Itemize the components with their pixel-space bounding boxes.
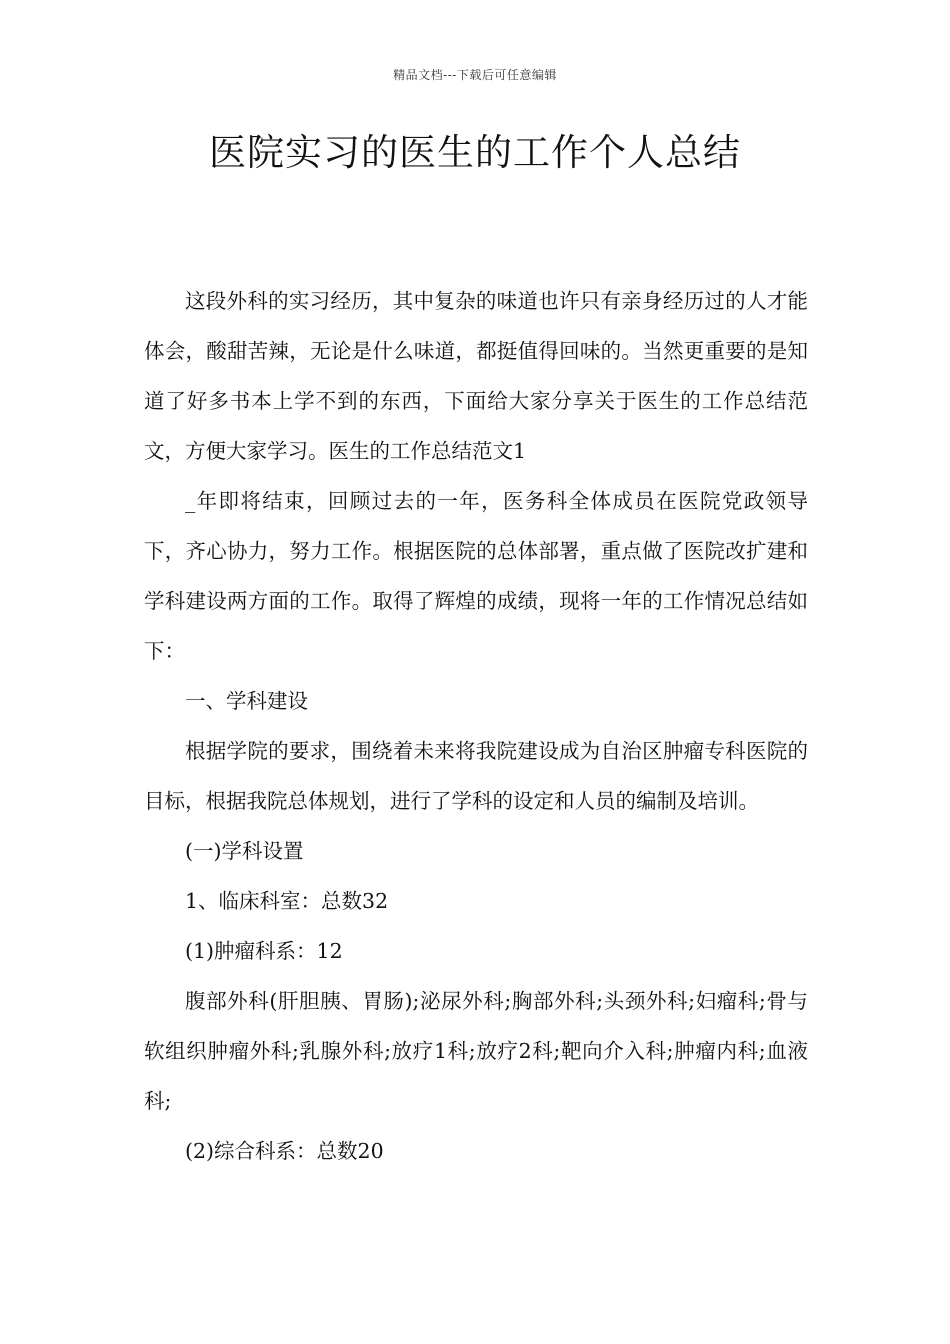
list-item: 1、临床科室：总数32	[185, 889, 389, 913]
paragraph: 根据学院的要求，围绕着未来将我院建设成为自治区肿瘤专科医院的目标，根据我院总体规划，进行了学科的设定和人员的编制及培训。	[144, 739, 808, 813]
section-heading: 一、学科建设	[185, 689, 308, 713]
document-title: 医院实习的医生的工作个人总结	[209, 131, 741, 174]
paragraph: _年即将结束，回顾过去的一年，医务科全体成员在医院党政领导下，齐心协力，努力工作。根据医院的总体部署，重点做了医院改扩建和学科建设两方面的工作。取得了辉煌的成绩，现将一年的工作情况总结如下：	[144, 489, 808, 663]
subsection-heading: (一)学科设置	[185, 839, 304, 863]
list-item: (1)肿瘤科系：12	[185, 939, 343, 963]
header-note: 精品文档---下载后可任意编辑	[393, 68, 557, 82]
paragraph: 这段外科的实习经历，其中复杂的味道也许只有亲身经历过的人才能体会，酸甜苦辣，无论是什么味道，都挺值得回味的。当然更重要的是知道了好多书本上学不到的东西，下面给大家分享关于医生的工作总结范文，方便大家学习。医生的工作总结范文1	[144, 289, 808, 463]
document-body	[144, 276, 808, 1176]
paragraph: 腹部外科(肝胆胰、胃肠);泌尿外科;胸部外科;头颈外科;妇瘤科;骨与软组织肿瘤外科;乳腺外科;放疗1科;放疗2科;靶向介入科;肿瘤内科;血液科;	[144, 989, 808, 1113]
list-item: (2)综合科系：总数20	[185, 1139, 384, 1163]
